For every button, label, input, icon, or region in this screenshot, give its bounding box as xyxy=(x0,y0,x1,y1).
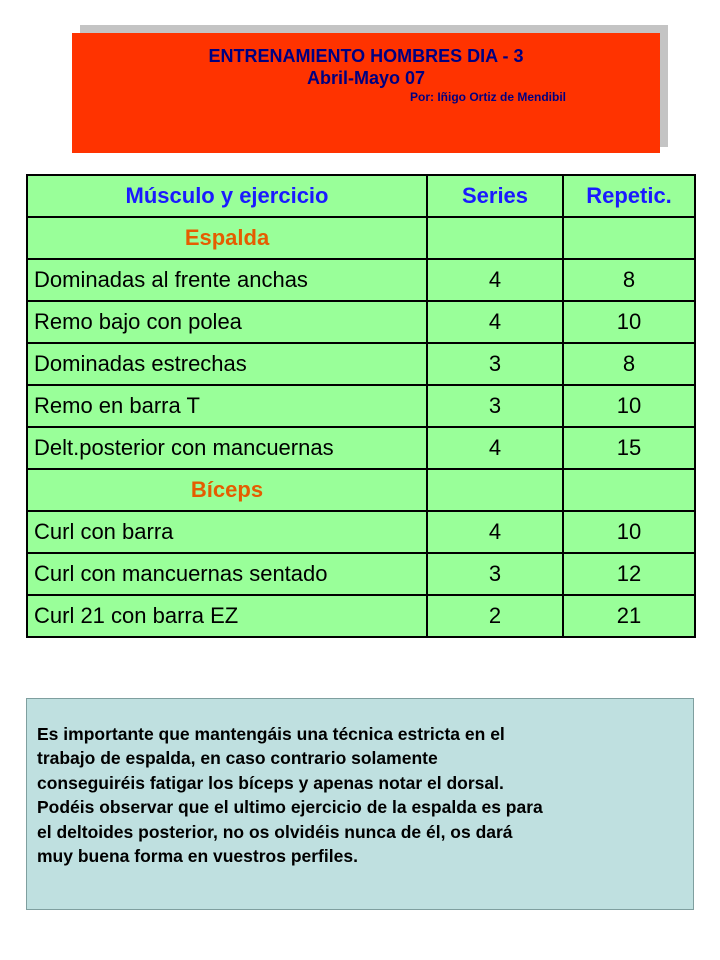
reps-cell: 10 xyxy=(563,301,695,343)
note-line: el deltoides posterior, no os olvidéis nunca de él, os dará xyxy=(37,821,513,842)
series-cell: 2 xyxy=(427,595,563,637)
reps-cell: 8 xyxy=(563,259,695,301)
column-header-exercise: Músculo y ejercicio xyxy=(27,175,427,217)
reps-cell: 15 xyxy=(563,427,695,469)
table-row xyxy=(27,385,695,427)
section-label-biceps: Bíceps xyxy=(27,469,427,511)
section-row xyxy=(27,469,695,511)
title-banner xyxy=(72,33,660,153)
empty-cell xyxy=(427,217,563,259)
page-title: ENTRENAMIENTO HOMBRES DIA - 3 xyxy=(208,46,524,66)
table-header-row xyxy=(27,175,695,217)
table-row xyxy=(27,553,695,595)
routine-table xyxy=(26,174,696,638)
series-cell: 4 xyxy=(427,511,563,553)
exercise-cell: Curl con mancuernas sentado xyxy=(27,553,427,595)
reps-cell: 10 xyxy=(563,385,695,427)
note-line: conseguiréis fatigar los bíceps y apenas notar el dorsal. xyxy=(37,772,504,793)
exercise-cell: Curl con barra xyxy=(27,511,427,553)
reps-cell: 12 xyxy=(563,553,695,595)
exercise-cell: Dominadas estrechas xyxy=(27,343,427,385)
series-cell: 3 xyxy=(427,385,563,427)
series-cell: 4 xyxy=(427,301,563,343)
empty-cell xyxy=(563,469,695,511)
exercise-cell: Remo en barra T xyxy=(27,385,427,427)
table-row xyxy=(27,595,695,637)
table-row xyxy=(27,343,695,385)
table-row xyxy=(27,427,695,469)
empty-cell xyxy=(427,469,563,511)
series-cell: 3 xyxy=(427,343,563,385)
reps-cell: 21 xyxy=(563,595,695,637)
exercise-cell: Curl 21 con barra EZ xyxy=(27,595,427,637)
table-row xyxy=(27,301,695,343)
note-line: muy buena forma en vuestros perfiles. xyxy=(37,846,358,867)
table-row xyxy=(27,259,695,301)
exercise-cell: Remo bajo con polea xyxy=(27,301,427,343)
note-line: Es importante que mantengáis una técnica estricta en el xyxy=(37,724,505,744)
note-line: Podéis observar que el ultimo ejercicio de la espalda es para xyxy=(37,797,543,818)
column-header-series: Series xyxy=(427,175,563,217)
note-line: trabajo de espalda, en caso contrario solamente xyxy=(37,748,438,769)
series-cell: 3 xyxy=(427,553,563,595)
series-cell: 4 xyxy=(427,259,563,301)
exercise-cell: Delt.posterior con mancuernas xyxy=(27,427,427,469)
section-label-espalda: Espalda xyxy=(27,217,427,259)
table-row xyxy=(27,511,695,553)
period-label: Abril-Mayo 07 xyxy=(306,68,426,88)
column-header-reps: Repetic. xyxy=(563,175,695,217)
exercise-cell: Dominadas al frente anchas xyxy=(27,259,427,301)
series-cell: 4 xyxy=(427,427,563,469)
empty-cell xyxy=(563,217,695,259)
section-row xyxy=(27,217,695,259)
author-label: Por: Iñigo Ortiz de Mendibil xyxy=(410,90,566,104)
reps-cell: 10 xyxy=(563,511,695,553)
note-text xyxy=(37,722,705,868)
reps-cell: 8 xyxy=(563,343,695,385)
